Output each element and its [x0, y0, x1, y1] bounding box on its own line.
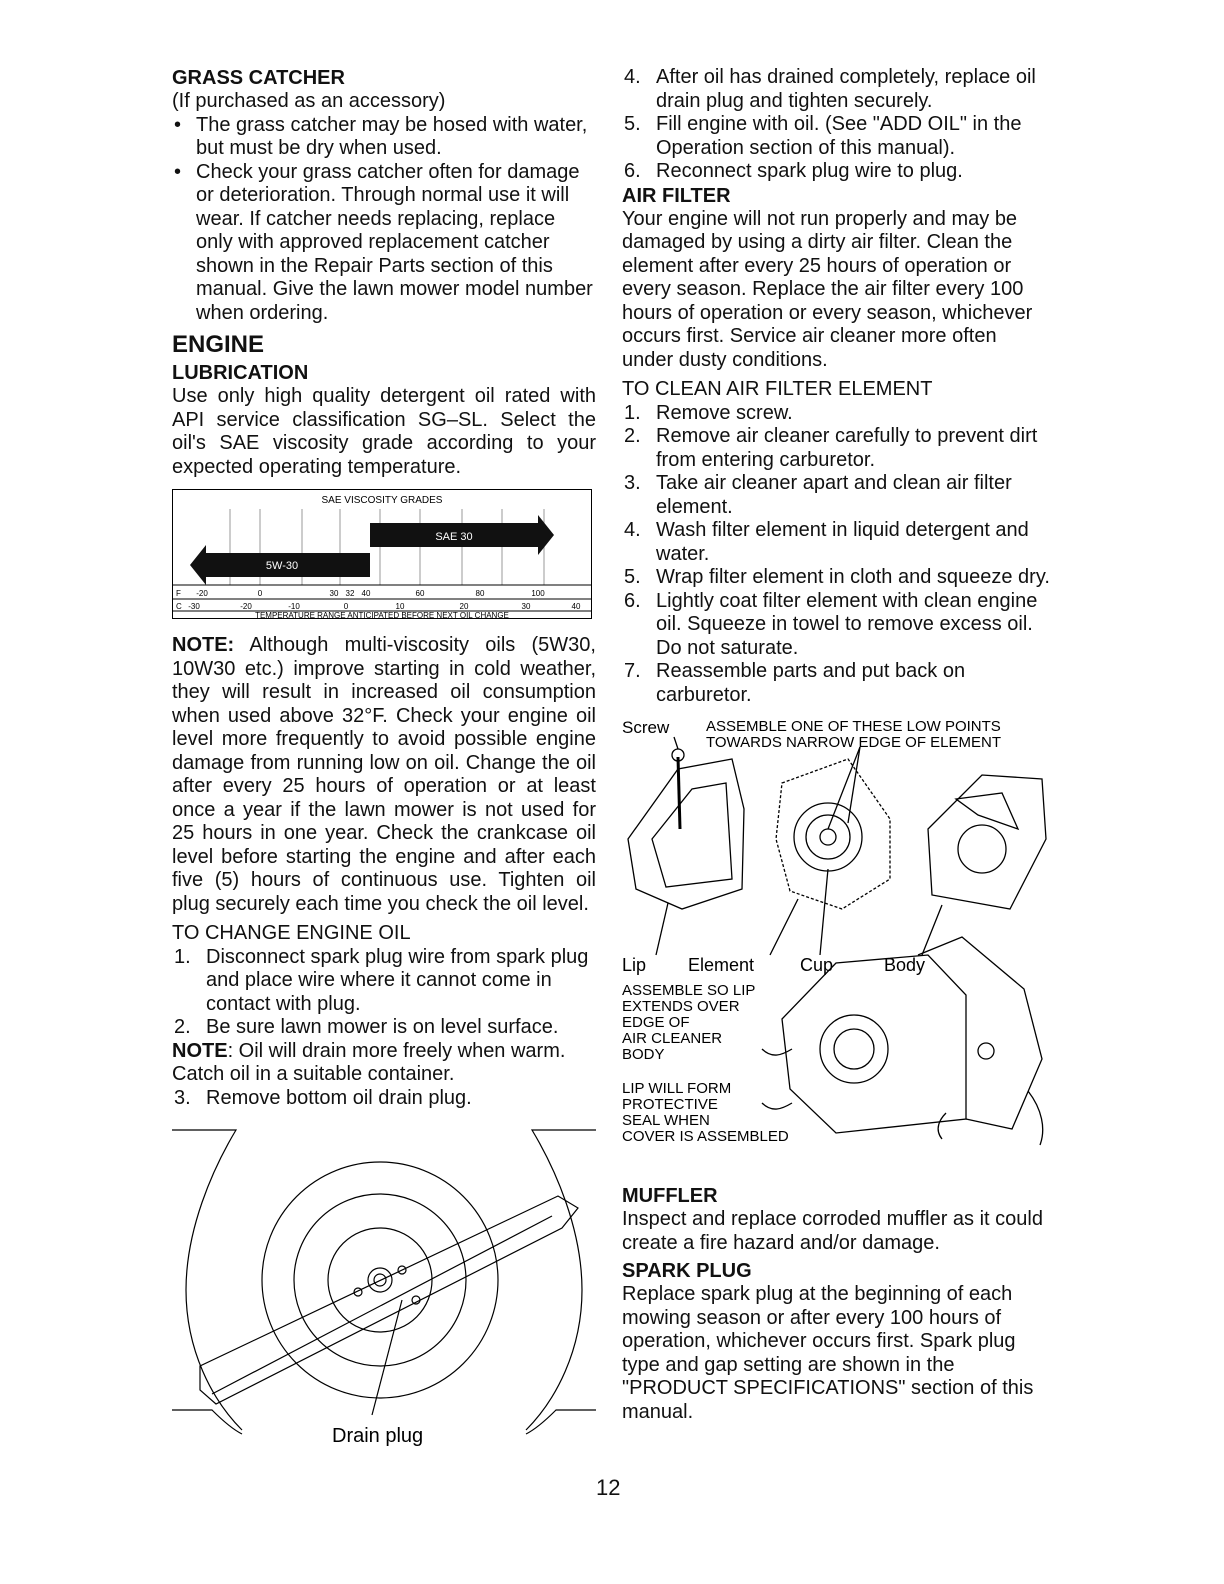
step-item: 2. Remove air cleaner carefully to prevent dirt from entering carburetor. — [624, 425, 1038, 471]
assemble-lip-line: BODY — [622, 1046, 665, 1063]
lip-form-line: PROTECTIVE — [622, 1096, 718, 1113]
f-tick: 100 — [531, 589, 545, 598]
lip-form-line: COVER IS ASSEMBLED — [622, 1128, 789, 1145]
assemble-lip-line: AIR CLEANER — [622, 1030, 723, 1047]
lubrication-text: Use only high quality detergent oil rated with API service classification SG–SL. Select the oil's SAE viscosity grade according to your expected operating temperature. — [172, 385, 596, 478]
cup-label: Cup — [800, 955, 834, 975]
air-filter-illustration — [622, 719, 1052, 1159]
cover-shape — [628, 759, 744, 909]
assemble-low-line-2: TOWARDS NARROW EDGE OF ELEMENT — [706, 734, 1002, 751]
step-item: 6. Lightly coat filter element with clean engine oil. Squeeze in towel to remove excess oil. Do not saturate. — [624, 589, 1038, 659]
lubrication-heading: LUBRICATION — [172, 362, 309, 384]
chart-title: SAE VISCOSITY GRADES — [321, 495, 443, 506]
assemble-low-line-1: ASSEMBLE ONE OF THESE LOW POINTS — [706, 719, 1001, 735]
step-text: After oil has drained completely, replace oil drain plug and tighten securely. — [656, 66, 1036, 112]
drain-plug-figure — [172, 1110, 596, 1455]
note-text: Although multi-viscosity oils (5W30, 10W30 etc.) improve starting in cold weather, they will result in increased oil consumption when used above 32°F. Check your engine oil level more frequently to avoid possible engine damage from running low on oil. Change the oil after every 25 hours of operation or at least once a year if the lawn mower is not used for 25 hours in one year. Check the crankcase oil level before starting the engine and after each five (5) hours of continuous use. Tighten oil plug securely each time you check the oil level. — [172, 634, 596, 915]
step-text: Reassemble parts and put back on carburetor. — [656, 660, 966, 706]
note-paragraph — [172, 634, 596, 916]
viscosity-chart-svg — [172, 489, 592, 619]
element-label: Element — [688, 955, 755, 975]
chart-footer: TEMPERATURE RANGE ANTICIPATED BEFORE NEXT OIL CHANGE — [255, 611, 509, 619]
spark-plug-text: Replace spark plug at the beginning of each mowing season or after every 100 hours of operation, whichever occurs first. Spark plug type and gap setting are shown in the "PRODUCT SPECIFICATIONS" section of this manual. — [622, 1283, 1034, 1423]
lip-form-line: SEAL WHEN — [622, 1112, 710, 1129]
change-oil-heading: TO CHANGE ENGINE OIL — [172, 922, 411, 944]
f-tick: -20 — [196, 589, 208, 598]
bullet-text: Check your grass catcher often for damage or deterioration. Through normal use it will wear. If catcher needs replacing, replace only with approved replacement catcher shown in the Repair Parts section of this manual. Give the lawn mower model number when ordering. — [196, 160, 593, 324]
f-tick: 60 — [415, 589, 425, 598]
assemble-lip-line: EDGE OF — [622, 1014, 690, 1031]
bullet-item: • Check your grass catcher often for damage or deterioration. Through normal use it will wear. If catcher needs replacing, replace only with approved replacement catcher shown in the Repair Parts section of this manual. Give the lawn mower model number when ordering. — [174, 160, 593, 324]
step-text: Wash filter element in liquid detergent and water. — [656, 519, 1029, 565]
air-filter-text: Your engine will not run properly and may be damaged by using a dirty air filter. Clean the element after every 25 hours of operation or every season. Replace the air filter every 100 hours of operation or every season, whichever occurs first. Service air cleaner more often under dusty conditions. — [622, 207, 1033, 371]
step-item: 1. Disconnect spark plug wire from spark plug and place wire where it cannot come in contact with plug. — [174, 945, 589, 1015]
step-item: 2. Be sure lawn mower is on level surface. — [174, 1016, 559, 1038]
step-item: 7. Reassemble parts and put back on carburetor. — [624, 660, 966, 706]
c-scale-label: C — [176, 602, 182, 611]
assemble-lip-line: ASSEMBLE SO LIP — [622, 982, 756, 999]
lip-form-line: LIP WILL FORM — [622, 1080, 732, 1097]
clean-filter-heading: TO CLEAN AIR FILTER ELEMENT — [622, 378, 933, 400]
c-tick: -30 — [188, 602, 200, 611]
engine-heading: ENGINE — [172, 331, 265, 358]
5w30-label: 5W-30 — [265, 560, 299, 572]
assemble-lip-line: EXTENDS OVER — [622, 998, 740, 1015]
f-scale-label: F — [176, 589, 181, 598]
step-text: Fill engine with oil. (See "ADD OIL" in the Operation section of this manual). — [656, 113, 1022, 159]
step-item: 3. Remove bottom oil drain plug. — [174, 1086, 472, 1109]
drain-plug-label: Drain plug — [332, 1425, 424, 1447]
step-text: Wrap filter element in cloth and squeeze dry. — [656, 566, 1050, 588]
page-number: 12 — [596, 1475, 621, 1500]
step-item: 6. Reconnect spark plug wire to plug. — [624, 160, 963, 182]
grass-catcher-subtitle: (If purchased as an accessory) — [172, 90, 446, 112]
step-text: Reconnect spark plug wire to plug. — [656, 160, 963, 182]
c-tick: 20 — [459, 602, 469, 611]
spark-plug-heading: SPARK PLUG — [622, 1260, 752, 1282]
step-text: Take air cleaner apart and clean air filter element. — [656, 472, 1012, 518]
c-tick: 40 — [571, 602, 581, 611]
c-tick: 10 — [395, 602, 405, 611]
bullet-item: • The grass catcher may be hosed with water, but must be dry when used. — [174, 113, 588, 159]
step-text: Remove bottom oil drain plug. — [206, 1086, 472, 1109]
step-text: Remove screw. — [656, 401, 793, 424]
c-tick: 0 — [343, 602, 349, 611]
step-item: 5. Wrap filter element in cloth and squeeze dry. — [624, 566, 1050, 588]
sae30-label: SAE 30 — [435, 531, 473, 543]
air-filter-heading: AIR FILTER — [622, 184, 731, 207]
c-tick: -20 — [240, 602, 252, 611]
muffler-text: Inspect and replace corroded muffler as it could create a fire hazard and/or damage. — [622, 1208, 1043, 1254]
step-text: Disconnect spark plug wire from spark plug and place wire where it cannot come in contact with plug. — [206, 945, 589, 1015]
step-text: Be sure lawn mower is on level surface. — [206, 1016, 559, 1038]
f-tick: 32 — [345, 589, 355, 598]
step-item: 1. Remove screw. — [624, 401, 793, 424]
step-item: 5. Fill engine with oil. (See "ADD OIL" in the Operation section of this manual). — [624, 113, 1022, 159]
f-tick: 0 — [257, 589, 263, 598]
body-label: Body — [884, 955, 926, 975]
c-tick: -10 — [288, 602, 300, 611]
step-item: 4. After oil has drained completely, replace oil drain plug and tighten securely. — [624, 66, 1036, 112]
f-tick: 80 — [475, 589, 485, 598]
air-filter-figure — [622, 719, 1052, 1164]
step-text: Remove air cleaner carefully to prevent dirt from entering carburetor. — [656, 425, 1038, 471]
muffler-heading: MUFFLER — [622, 1185, 718, 1207]
step-text: Lightly coat filter element with clean engine oil. Squeeze in towel to remove excess oil. Do not saturate. — [656, 589, 1038, 659]
note2-text: : Oil will drain more freely when warm. Catch oil in a suitable container. — [172, 1039, 566, 1085]
bullet-text: The grass catcher may be hosed with water, but must be dry when used. — [196, 113, 588, 159]
left-column — [172, 66, 596, 1455]
blade-illustration — [172, 1110, 596, 1450]
note2-paragraph — [172, 1040, 596, 1087]
right-column — [622, 66, 1052, 1424]
viscosity-chart — [172, 489, 596, 624]
lip-label: Lip — [622, 955, 647, 975]
f-tick: 40 — [361, 589, 371, 598]
step-item: 4. Wash filter element in liquid detergent and water. — [624, 519, 1029, 565]
note-label: NOTE: — [172, 634, 235, 656]
element-shape — [776, 759, 890, 909]
c-tick: 30 — [521, 602, 531, 611]
note2-label: NOTE — [172, 1039, 228, 1062]
grass-catcher-heading: GRASS CATCHER — [172, 67, 345, 89]
step-item: 3. Take air cleaner apart and clean air filter element. — [624, 472, 1012, 518]
f-tick: 30 — [329, 589, 339, 598]
screw-label: Screw — [622, 719, 670, 737]
